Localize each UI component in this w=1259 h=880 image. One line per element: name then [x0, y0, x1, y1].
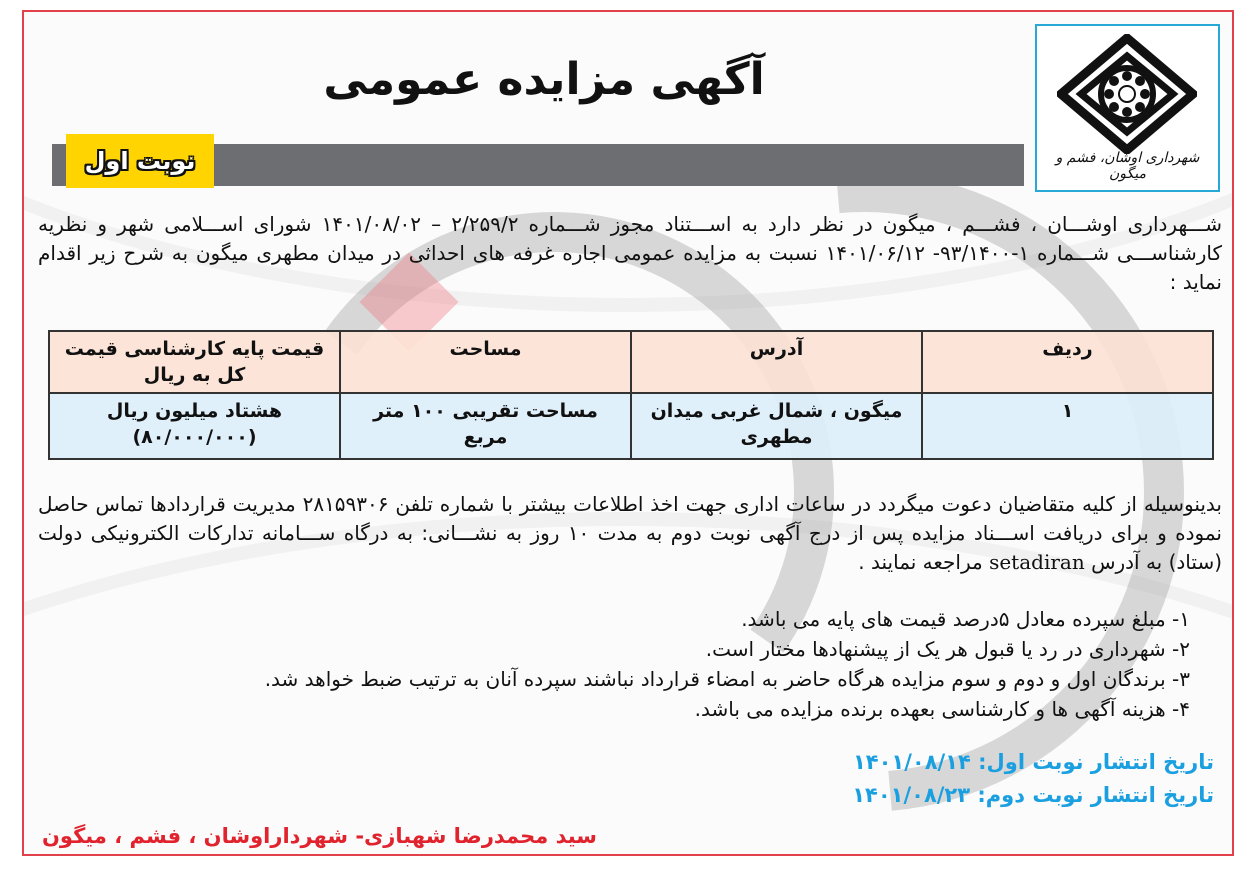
second-date-value: ۱۴۰۱/۰۸/۲۳	[852, 783, 971, 807]
cell-area: مساحت تقریبی ۱۰۰ متر مربع	[340, 393, 631, 459]
first-date-label: تاریخ انتشار نوبت اول:	[978, 750, 1214, 774]
table-row	[49, 393, 1213, 459]
second-date-label: تاریخ انتشار نوبت دوم:	[977, 783, 1214, 807]
setadiran-link[interactable]: setadiran	[989, 550, 1085, 574]
table-header-row	[49, 331, 1213, 393]
col-area: مساحت	[340, 331, 631, 393]
col-base-price: قیمت پایه کارشناسی قیمت کل به ریال	[49, 331, 340, 393]
logo-caption: شهرداری اوشان، فشم و میگون	[1055, 150, 1200, 182]
condition-item: ۱- مبلغ سپرده معادل ۵درصد قیمت های پایه می باشد.	[741, 607, 1190, 631]
second-publication-date	[852, 779, 1214, 812]
municipality-logo-icon	[1057, 34, 1197, 154]
first-date-value: ۱۴۰۱/۰۸/۱۴	[852, 750, 971, 774]
notice-title: آگهی مزایده عمومی	[323, 54, 765, 105]
cell-base-price: هشتاد میلیون ریال (۸۰/۰۰۰/۰۰۰)	[49, 393, 340, 459]
auction-table	[48, 330, 1214, 460]
publication-dates	[852, 746, 1214, 812]
signature: سید محمدرضا شهبازی- شهرداراوشان ، فشم ، میگون	[42, 824, 597, 848]
condition-item: ۴- هزینه آگهی ها و کارشناسی بعهده برنده مزایده می باشد.	[694, 697, 1190, 721]
condition-item: ۳- برندگان اول و دوم و سوم مزایده هرگاه حاضر به امضاء قرارداد نباشند سپرده آنان به ترتیب ضبط خواهد شد.	[264, 667, 1190, 691]
col-row-number: ردیف	[922, 331, 1213, 393]
conditions-list	[265, 604, 1190, 724]
municipality-logo	[1035, 24, 1220, 192]
first-publication-date	[852, 746, 1214, 779]
condition-item: ۲- شهرداری در رد یا قبول هر یک از پیشنهادها مختار است.	[705, 637, 1190, 661]
col-address: آدرس	[631, 331, 922, 393]
intro-paragraph: شـــهرداری اوشـــان ، فشـــم ، میگون در نظر دارد به اســـتناد مجوز شـــماره ۲/۲۵۹/۲ – ۱۴۰۱/۰۸/۰۲ شورای اســـلامی شهر و نظریه کارشناســـی شـــماره ۱-۹۳/۱۴۰۰- ۱۴۰۱/۰۶/۱۲ نسبت به مزایده عمومی اجاره غرفه های احداثی در میدان مطهری میگون به شرح زیر اقدام نماید :	[38, 212, 1223, 294]
cell-row-number: ۱	[922, 393, 1213, 459]
invitation-paragraph	[38, 490, 1222, 577]
invitation-text: بدینوسیله از کلیه متقاضیان دعوت میگردد در ساعات اداری جهت اخذ اطلاعات بیشتر با شماره تلفن ۲۸۱۵۹۳۰۶ مدیریت قراردادها تماس حاصل نموده و برای دریافت اســـناد مزایده پس از درج آگهی نوبت دوم به مدت ۱۰ روز به نشـــانی: به درگاه ســـامانه تدارکات الکترونیکی دولت (ستاد) به آدرس	[38, 492, 1222, 574]
invitation-text-end: مراجعه نمایند .	[858, 550, 983, 574]
round-badge: نوبت اول	[66, 134, 214, 188]
notice-frame	[22, 10, 1234, 856]
cell-address: میگون ، شمال غربی میدان مطهری	[631, 393, 922, 459]
